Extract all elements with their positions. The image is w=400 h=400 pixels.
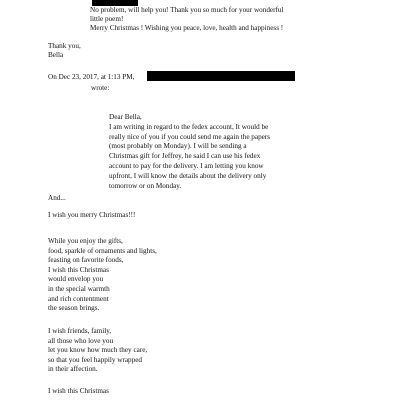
poem-line: I wish this Christmas <box>48 387 109 395</box>
poem-line: would envelop you <box>48 275 104 284</box>
poem-line: in their affection. <box>48 365 98 374</box>
reply-line: Merry Christmas ! Wishing you peace, love, health and happiness ! <box>90 24 284 32</box>
poem-line: I wish this Christmas <box>48 265 109 274</box>
quote-header-date: On Dec 23, 2017, at 1:13 PM, <box>48 73 135 81</box>
reply-line: little poem! <box>90 15 124 23</box>
poem-line: the season brings. <box>48 304 100 313</box>
poem-stanza-1 <box>48 237 157 314</box>
poem-line: let you know how much they care, <box>48 346 148 355</box>
poem-stanza-2 <box>48 327 147 375</box>
quote-header-wrote-text: wrote: <box>91 84 110 92</box>
redaction-bar-sender <box>147 71 295 81</box>
quoted-line: tomorrow or on Monday. <box>109 181 182 190</box>
poem-line: food, sparkle of ornaments and lights, <box>48 246 157 255</box>
quoted-line: I am writing in regard to the fedex account, It would be <box>109 122 269 131</box>
poem-line: While you enjoy the gifts, <box>48 237 123 245</box>
wish-text: I wish you merry Christmas!!! <box>48 211 136 219</box>
quoted-line: upfront, I will know the details about the delivery only <box>109 171 267 180</box>
quoted-line: Christmas gift for Jeffrey, he said I can use his fedex <box>109 152 261 161</box>
quote-header <box>48 73 134 82</box>
quote-header-wrote <box>91 84 109 93</box>
quoted-line: Dear Bella, <box>109 113 142 121</box>
quoted-line: account to pay for the delivery. I am letting you know <box>109 161 264 170</box>
poem-line: so that you feel happily wrapped <box>48 355 143 364</box>
reply-message <box>90 6 284 33</box>
signoff <box>48 42 81 60</box>
poem-stanza-3 <box>48 387 109 396</box>
quoted-line: really nice of you if you could send me again the papers <box>109 132 271 141</box>
reply-line: No problem, will help you! Thank you so much for your wonderful <box>90 6 284 14</box>
poem-line: in the special warmth <box>48 284 110 293</box>
signoff-line: Thank you, <box>48 42 81 50</box>
poem-line: and rich contentment <box>48 294 109 303</box>
wish-line <box>48 211 135 220</box>
and-line <box>48 194 66 203</box>
quoted-line: (most probably on Monday). I will be sending a <box>109 142 247 151</box>
poem-line: all those who love you <box>48 336 114 345</box>
and-text: And... <box>48 194 66 202</box>
poem-line: I wish friends, family, <box>48 327 112 335</box>
poem-line: feasting on favorite foods, <box>48 256 124 265</box>
signoff-name: Bella <box>48 51 64 59</box>
quoted-message <box>109 113 270 191</box>
